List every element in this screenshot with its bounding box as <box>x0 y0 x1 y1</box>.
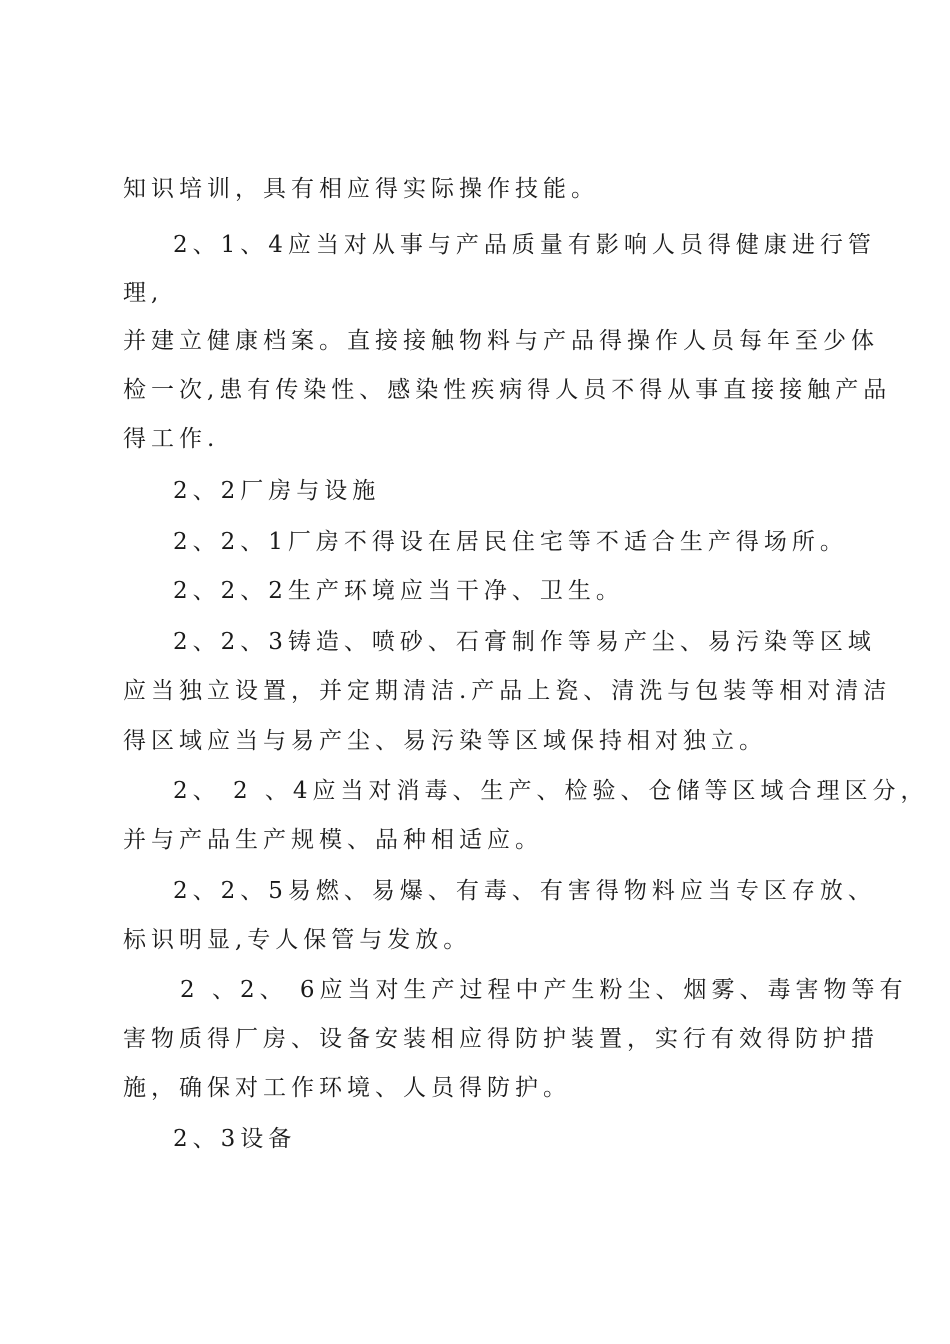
text-line: 应当独立设置，并定期清洁.产品上瓷、清洗与包装等相对清洁 <box>123 678 892 704</box>
text-line: 得区域应当与易产尘、易污染等区域保持相对独立。 <box>123 728 767 754</box>
text-line: 害物质得厂房、设备安装相应得防护装置，实行有效得防护措 <box>123 1026 879 1052</box>
text-line: 并与产品生产规模、品种相适应。 <box>123 827 543 853</box>
text-line: 2、1、4应当对从事与产品质量有影响人员得健康进行管 <box>173 232 876 258</box>
text-line: 施，确保对工作环境、人员得防护。 <box>123 1075 571 1101</box>
text-line: 检一次,患有传染性、感染性疾病得人员不得从事直接接触产品 <box>123 377 892 403</box>
text-line: 2、2、2生产环境应当干净、卫生。 <box>173 578 624 604</box>
text-line: 2、 2 、4应当对消毒、生产、检验、仓储等区域合理区分， <box>173 778 929 804</box>
text-line: 并建立健康档案。直接接触物料与产品得操作人员每年至少体 <box>123 328 879 354</box>
text-line: 2、2、3铸造、喷砂、石膏制作等易产尘、易污染等区域 <box>173 629 876 655</box>
text-line: 得工作. <box>123 426 220 452</box>
text-line: 2 、2、 6应当对生产过程中产生粉尘、烟雾、毒害物等有 <box>180 977 908 1003</box>
text-line: 2、2、1厂房不得设在居民住宅等不适合生产得场所。 <box>173 529 848 555</box>
text-line: 知识培训，具有相应得实际操作技能。 <box>123 176 599 202</box>
section-heading: 2、2厂房与设施 <box>173 478 381 504</box>
text-line: 标识明显,专人保管与发放。 <box>123 927 472 953</box>
text-line: 2、2、5易燃、易爆、有毒、有害得物料应当专区存放、 <box>173 878 876 904</box>
text-line: 理, <box>123 280 164 306</box>
section-heading: 2、3设备 <box>173 1126 297 1152</box>
